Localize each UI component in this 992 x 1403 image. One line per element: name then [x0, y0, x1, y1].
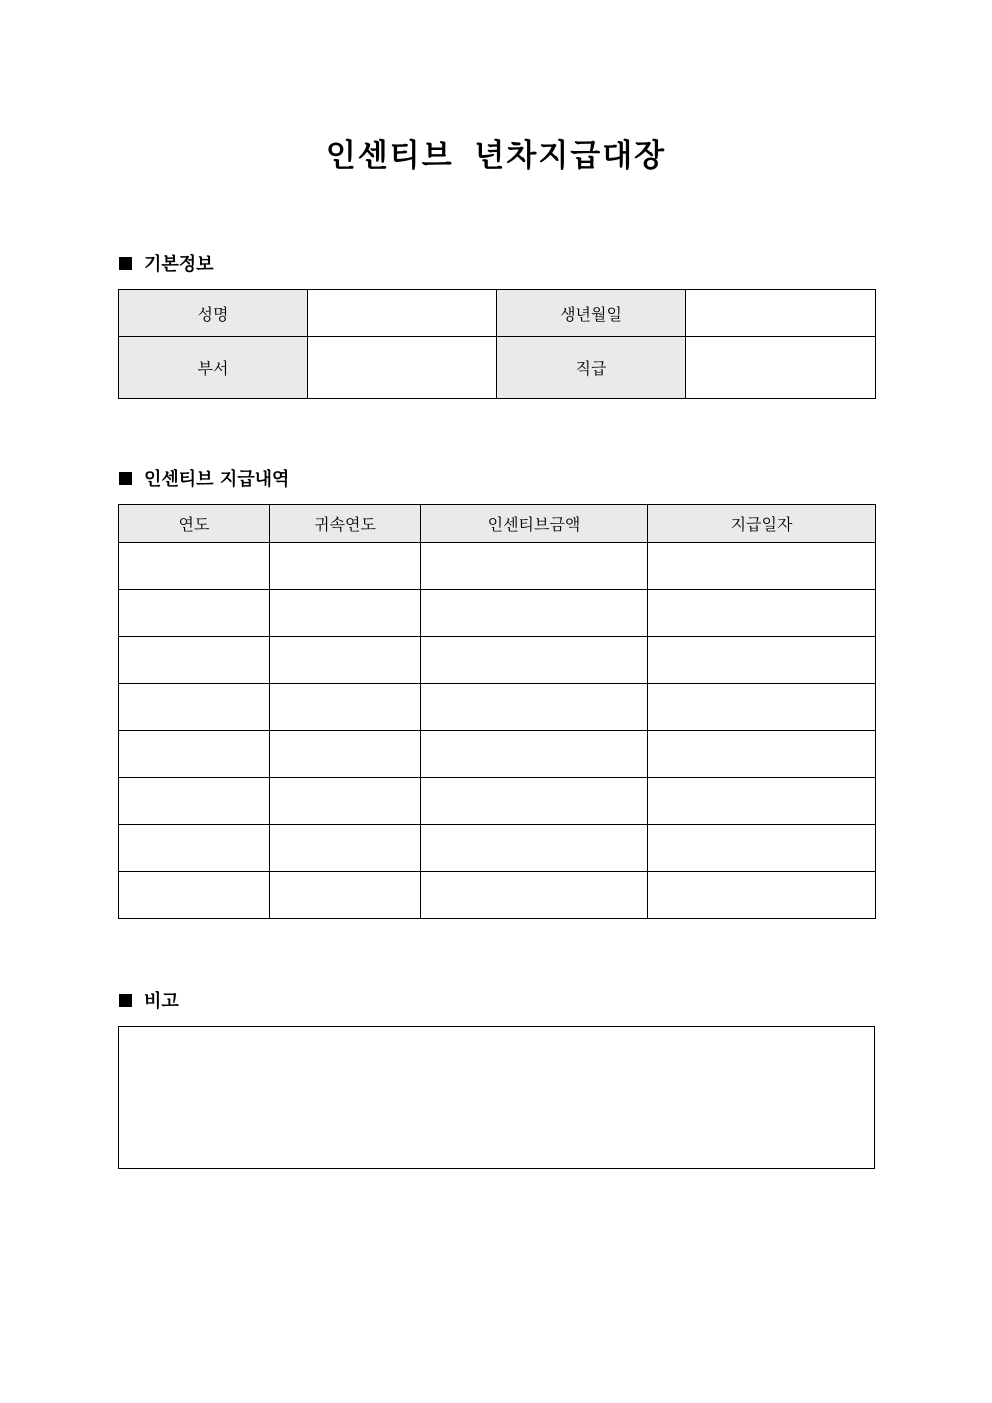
year-cell[interactable] — [119, 825, 270, 872]
payment-date-cell[interactable] — [648, 778, 876, 825]
column-header-payment-date: 지급일자 — [648, 505, 876, 543]
year-cell[interactable] — [119, 778, 270, 825]
incentive-amount-cell[interactable] — [421, 731, 648, 778]
position-label: 직급 — [497, 337, 686, 399]
square-bullet-icon — [119, 994, 132, 1007]
attribution-year-cell[interactable] — [270, 684, 421, 731]
attribution-year-cell[interactable] — [270, 778, 421, 825]
year-cell[interactable] — [119, 684, 270, 731]
table-row — [119, 872, 876, 919]
square-bullet-icon — [119, 472, 132, 485]
basic-info-heading-text: 기본정보 — [144, 254, 214, 275]
basic-info-table — [118, 289, 876, 399]
incentive-amount-cell[interactable] — [421, 590, 648, 637]
name-field[interactable] — [308, 290, 497, 337]
incentive-amount-cell[interactable] — [421, 637, 648, 684]
table-row — [119, 825, 876, 872]
payment-date-cell[interactable] — [648, 684, 876, 731]
table-row — [119, 731, 876, 778]
square-bullet-icon — [119, 257, 132, 270]
birthdate-field[interactable] — [686, 290, 876, 337]
department-field[interactable] — [308, 337, 497, 399]
table-row — [119, 590, 876, 637]
remarks-heading — [119, 990, 179, 1014]
attribution-year-cell[interactable] — [270, 543, 421, 590]
incentive-amount-cell[interactable] — [421, 684, 648, 731]
table-row — [119, 637, 876, 684]
payment-date-cell[interactable] — [648, 543, 876, 590]
table-row — [119, 778, 876, 825]
payment-date-cell[interactable] — [648, 731, 876, 778]
page-title: 인센티브 년차지급대장 — [325, 138, 667, 174]
incentive-history-heading — [119, 468, 289, 492]
year-cell[interactable] — [119, 637, 270, 684]
birthdate-label: 생년월일 — [497, 290, 686, 337]
table-header-row — [119, 505, 876, 543]
attribution-year-cell[interactable] — [270, 731, 421, 778]
attribution-year-cell[interactable] — [270, 590, 421, 637]
payment-date-cell[interactable] — [648, 590, 876, 637]
incentive-amount-cell[interactable] — [421, 543, 648, 590]
basic-info-row — [119, 337, 876, 399]
incentive-history-heading-text: 인센티브 지급내역 — [144, 469, 290, 490]
incentive-amount-cell[interactable] — [421, 825, 648, 872]
column-header-incentive-amount: 인센티브금액 — [421, 505, 648, 543]
incentive-amount-cell[interactable] — [421, 778, 648, 825]
attribution-year-cell[interactable] — [270, 825, 421, 872]
remarks-heading-text: 비고 — [144, 991, 179, 1012]
payment-date-cell[interactable] — [648, 637, 876, 684]
attribution-year-cell[interactable] — [270, 637, 421, 684]
year-cell[interactable] — [119, 872, 270, 919]
incentive-history-table — [118, 504, 876, 919]
column-header-attribution-year: 귀속연도 — [270, 505, 421, 543]
year-cell[interactable] — [119, 543, 270, 590]
position-field[interactable] — [686, 337, 876, 399]
table-row — [119, 543, 876, 590]
department-label: 부서 — [119, 337, 308, 399]
attribution-year-cell[interactable] — [270, 872, 421, 919]
remarks-field[interactable] — [118, 1026, 875, 1169]
basic-info-row — [119, 290, 876, 337]
incentive-amount-cell[interactable] — [421, 872, 648, 919]
year-cell[interactable] — [119, 590, 270, 637]
column-header-year: 연도 — [119, 505, 270, 543]
payment-date-cell[interactable] — [648, 872, 876, 919]
year-cell[interactable] — [119, 731, 270, 778]
basic-info-heading — [119, 253, 214, 277]
name-label: 성명 — [119, 290, 308, 337]
payment-date-cell[interactable] — [648, 825, 876, 872]
table-row — [119, 684, 876, 731]
